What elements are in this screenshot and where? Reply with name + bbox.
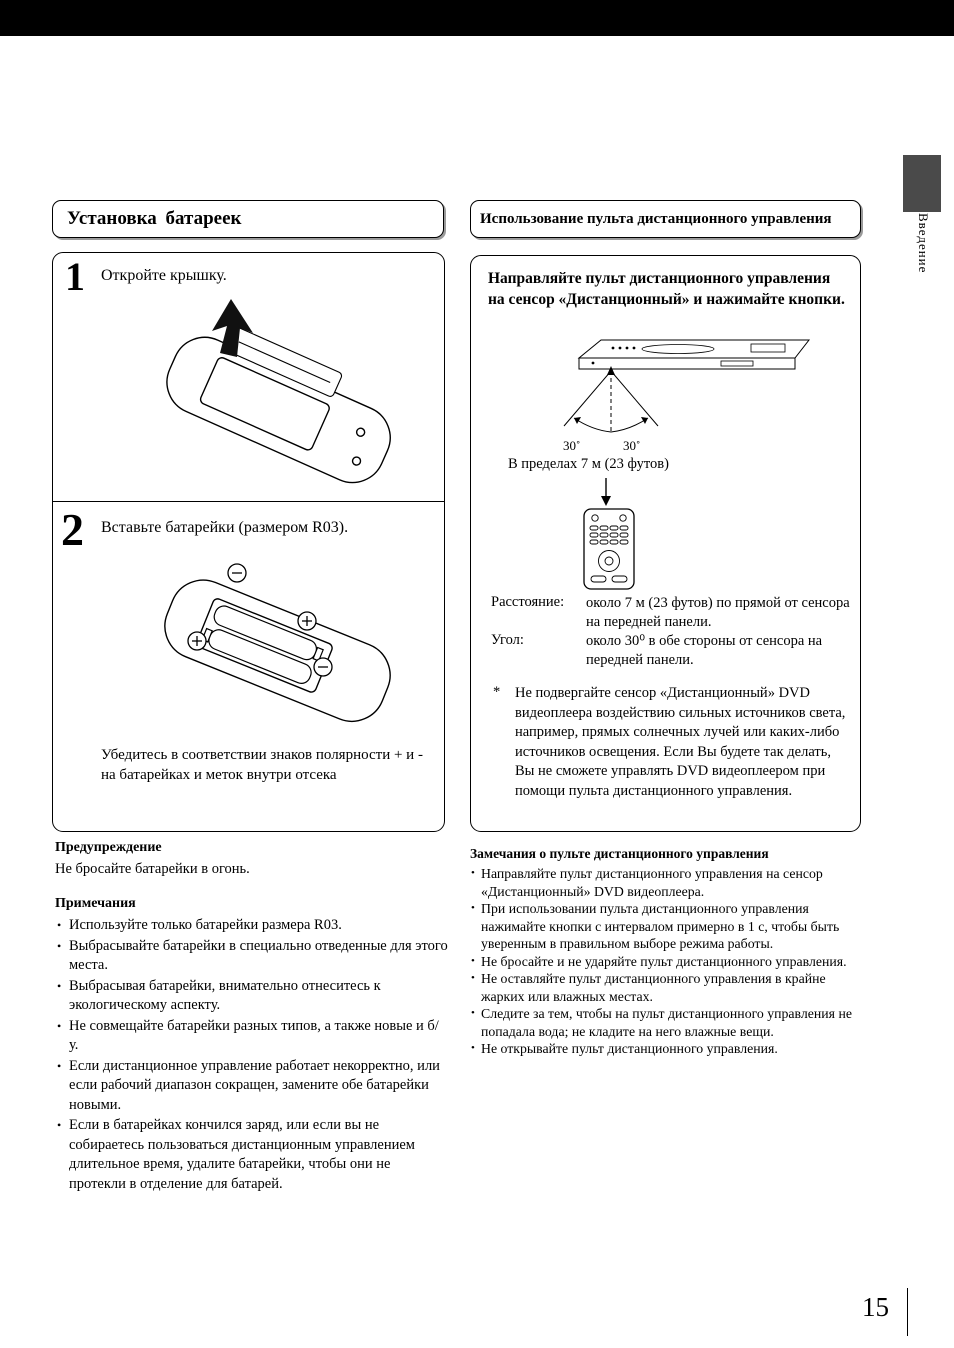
- warning-text: Не бросайте батарейки в огонь.: [55, 861, 250, 877]
- list-item: • Не открывайте пульт дистанционного управления.: [470, 1040, 868, 1058]
- direction-instruction: Направляйте пульт дистанционного управления на сенсор «Дистанционный» и нажимайте кнопки.: [488, 270, 845, 308]
- list-item: • Если в батарейках кончился заряд, или если вы не собираетесь пользоваться дистанционным управлением длительное время, удалите батарейки, чтобы они не протекли в отделение для батарей.: [55, 1116, 448, 1194]
- left-lower-notes: [55, 840, 448, 1195]
- notes-list: [55, 916, 448, 1194]
- asterisk-note: Не подвергайте сенсор «Дистанционный» DVD видеоплеера воздействию сильных источников света, например, прямых солнечных лучей или каких-либо источников освещения. Если Вы будете так делать, Вы не сможете управлять DVD видеоплеером при помощи пульта дистанционного управления.: [515, 685, 846, 799]
- list-item: • Используйте только батарейки размера R03.: [55, 916, 448, 936]
- remote-front-illustration: [583, 508, 635, 590]
- remote-usage-box: [470, 255, 861, 832]
- angle-value: около 30⁰ в обе стороны от сенсора на передней панели.: [586, 633, 823, 668]
- right-section-title-text: Использование пульта дистанционного управления: [480, 210, 832, 227]
- step-1-text: Откройте крышку.: [101, 267, 227, 284]
- notes-title: Примечания: [55, 896, 136, 911]
- remarks-list: [470, 865, 868, 1058]
- angle-label: Угол:: [491, 632, 524, 648]
- list-item: • При использовании пульта дистанционного управления нажимайте кнопки с интервалом примерно в 1 с, чтобы быть уверенным в правильном выборе режима работы.: [470, 900, 868, 953]
- right-section-title: [470, 200, 861, 238]
- range-text: В пределах 7 м (23 футов): [508, 456, 669, 472]
- down-arrow-icon: [599, 478, 613, 506]
- top-black-bar: [0, 0, 954, 36]
- asterisk-mark: *: [493, 684, 501, 700]
- angle-right-label: 30˚: [623, 438, 641, 453]
- page-number: 15: [862, 1292, 889, 1322]
- angle-left-label: 30˚: [563, 438, 581, 453]
- left-section-title: [52, 200, 444, 238]
- angle-fan-illustration: [546, 366, 676, 440]
- battery-steps-box: [52, 252, 445, 832]
- left-section-title-text: Установка батареек: [67, 208, 242, 229]
- remote-open-cover-illustration: [145, 297, 413, 497]
- list-item: • Не совмещайте батарейки разных типов, а также новые и б/у.: [55, 1017, 448, 1056]
- remote-insert-batteries-illustration: [145, 553, 413, 741]
- list-item: • Следите за тем, чтобы на пульт дистанционного управления не попадала вода; не кладите на него влажные вещи.: [470, 1005, 868, 1040]
- distance-value: около 7 м (23 футов) по прямой от сенсора на передней панели.: [586, 595, 850, 630]
- distance-label: Расстояние:: [491, 594, 565, 610]
- page-number-rule: [907, 1288, 908, 1336]
- remarks-title: Замечания о пульте дистанционного управления: [470, 846, 769, 861]
- section-tab-marker: [903, 155, 941, 212]
- list-item: • Выбрасывайте батарейки в специально отведенные для этого места.: [55, 937, 448, 976]
- section-label: Введение: [916, 213, 931, 274]
- list-item: • Не оставляйте пульт дистанционного управления в крайне жарких или влажных местах.: [470, 970, 868, 1005]
- step-2-text: Вставьте батарейки (размером R03).: [101, 519, 349, 536]
- warning-title: Предупреждение: [55, 840, 162, 855]
- list-item: • Направляйте пульт дистанционного управления на сенсор «Дистанционный» DVD видеоплеера.: [470, 865, 868, 900]
- list-item: • Выбрасывая батарейки, внимательно отнеситесь к экологическому аспекту.: [55, 977, 448, 1016]
- list-item: • Не бросайте и не ударяйте пульт дистанционного управления.: [470, 953, 868, 971]
- step-divider: [53, 501, 444, 502]
- list-item: • Если дистанционное управление работает некорректно, или если рабочий диапазон сокращен, замените обе батарейки новыми.: [55, 1057, 448, 1116]
- polarity-note: Убедитесь в соответствии знаков полярности + и - на батарейках и меток внутри отсека: [101, 747, 423, 783]
- step-1-number: 1: [65, 254, 85, 299]
- right-lower-remarks: [470, 846, 868, 1058]
- step-2-number: 2: [61, 504, 84, 555]
